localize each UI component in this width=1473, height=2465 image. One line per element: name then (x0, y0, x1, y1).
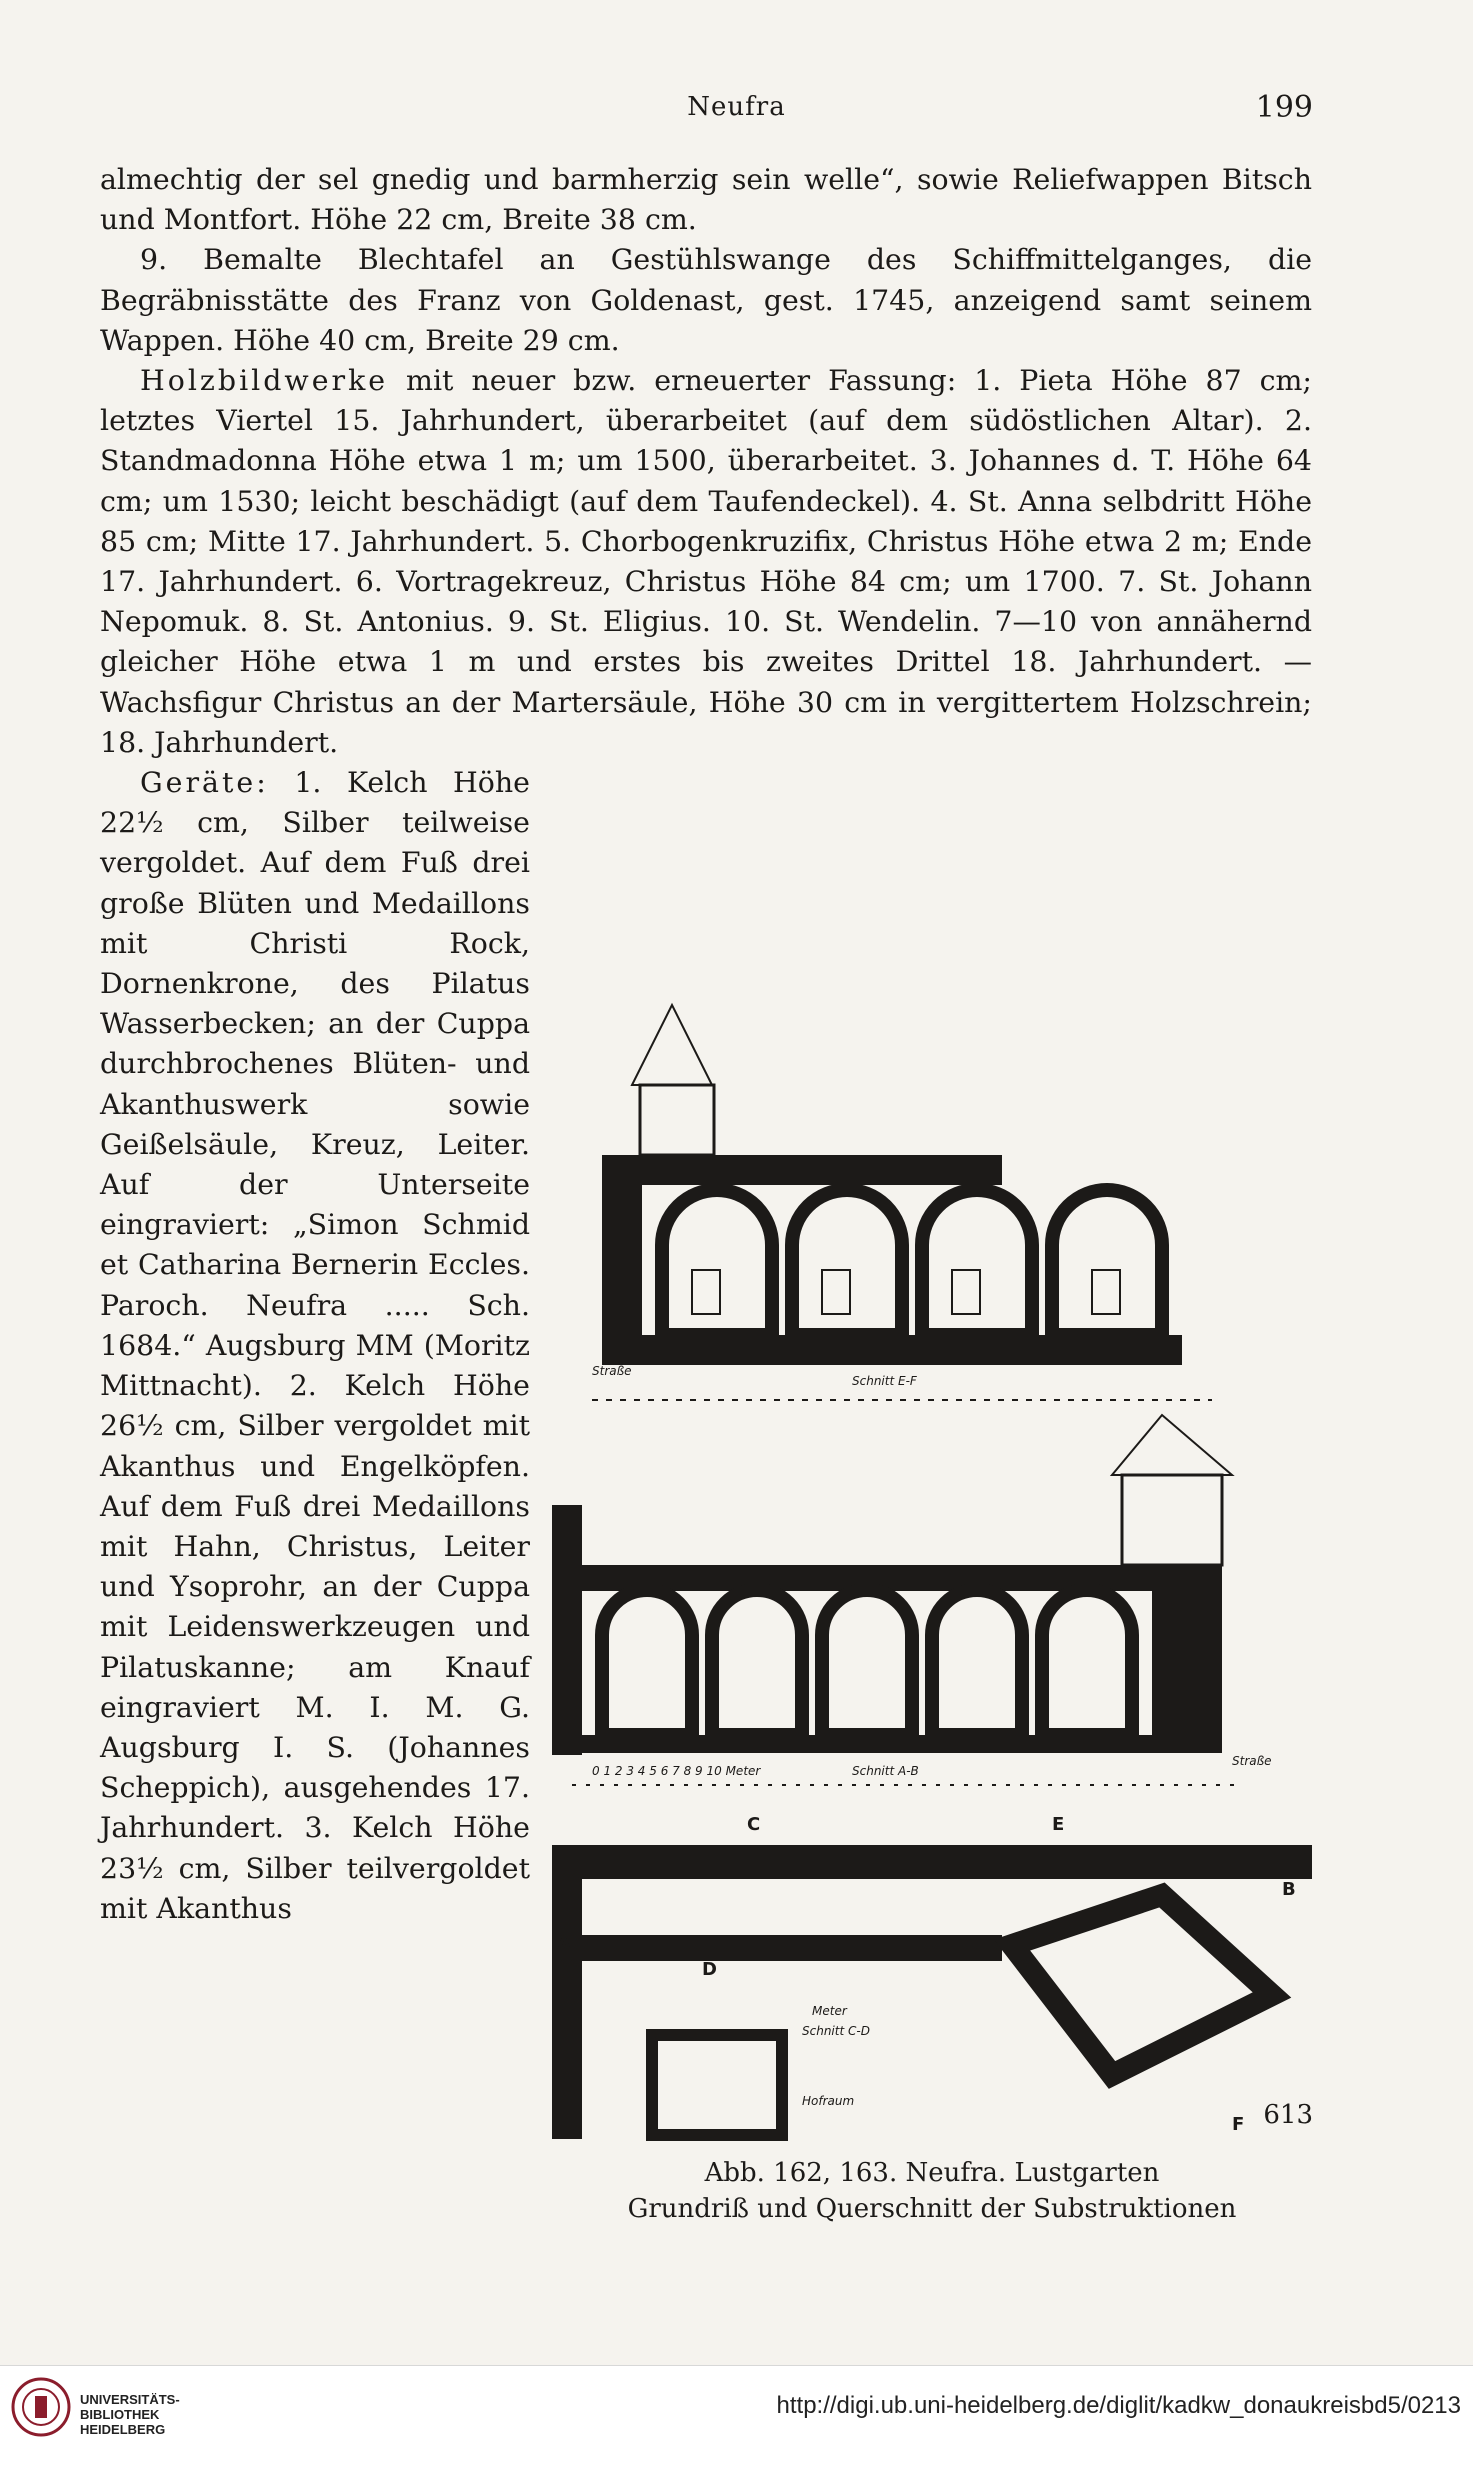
caption-line-1: Abb. 162, 163. Neufra. Lustgarten (704, 2158, 1160, 2189)
page-number: 199 (1255, 90, 1313, 125)
paragraph-1: almechtig der sel gnedig und barmherzig sein welle“, sowie Reliefwappen Bitsch und Montfort. Höhe 22 cm, Breite 38 cm. (100, 163, 1312, 237)
signature-mark: 613 (1263, 2100, 1313, 2130)
running-title: Neufra (687, 92, 786, 122)
label-c: C (747, 1814, 761, 1836)
label-hofraum: Hofraum (802, 2094, 855, 2109)
paragraph-3 (100, 361, 1312, 763)
figure-caption (552, 2155, 1312, 2227)
label-e: E (1052, 1814, 1065, 1836)
label-d: D (702, 1959, 717, 1981)
label-strasse-lower: Straße (1232, 1754, 1272, 1769)
library-name-line-3: HEIDELBERG (80, 2422, 166, 2437)
tower-upper (640, 1085, 714, 1155)
library-name-line-2: BIBLIOTHEK (80, 2407, 160, 2422)
label-scale-top: 0 1 2 3 4 5 6 7 8 9 10 Meter (592, 1764, 761, 1779)
label-strasse-upper: Straße (592, 1364, 632, 1379)
paragraph-2: 9. Bemalte Blechtafel an Gestühlswange des Schiffmittelganges, die Begräbnisstätte des Franz von Goldenast, gest. 1745, anzeigend samt seinem Wappen. Höhe 40 cm, Breite 29 cm. (100, 243, 1312, 357)
library-name-line-1: UNIVERSITÄTS- (80, 2392, 180, 2407)
tower-lower (1122, 1475, 1222, 1565)
label-schnitt-ef: Schnitt E-F (852, 1374, 917, 1389)
caption-line-2: Grundriß und Querschnitt der Substruktionen (627, 2194, 1237, 2225)
label-schnitt-ab: Schnitt A-B (852, 1764, 919, 1779)
architectural-drawing (552, 775, 1312, 2147)
label-b: B (1282, 1879, 1296, 1901)
library-name (80, 2392, 180, 2437)
library-logo-icon (10, 2376, 72, 2438)
label-schnitt-cd: Schnitt C-D (802, 2024, 870, 2039)
tower-roof-upper (632, 1005, 712, 1085)
label-a: A (557, 1934, 571, 1956)
figure (552, 775, 1312, 2237)
paragraph-3-heading: Holzbildwerke (140, 364, 389, 398)
body-text (100, 160, 1312, 2237)
source-url[interactable]: http://digi.ub.uni-heidelberg.de/diglit/kadkw_donaukreisbd5/0213 (776, 2392, 1461, 2419)
paragraph-4-body: 1. Kelch Höhe 22½ cm, Silber teilweise vergoldet. Auf dem Fuß drei große Blüten und Medaillons mit Christi Rock, Dornenkrone, des Pilatus Wasserbecken; an der Cuppa durchbrochenes Blüten- und Akanthuswerk sowie Geißelsäule, Kreuz, Leiter. Auf der Unterseite eingraviert: „Simon Schmid et Catharina Bernerin Eccles. Paroch. Neufra ..... Sch. 1684.“ Augsburg MM (Moritz Mittnacht). 2. Kelch Höhe 26½ cm, Silber vergoldet mit Akanthus und Engelköpfen. Auf dem Fuß drei Medaillons mit Hahn, Christus, Leiter und Ysoprohr, an der Cuppa mit Leidenswerkzeugen und Pilatuskanne; am Knauf eingraviert M. I. M. G. Augsburg I. S. (Johannes Scheppich), ausgehendes 17. Jahrhundert. 3. Kelch Höhe 23½ cm, Silber teilvergoldet mit Akanthus (100, 766, 530, 1925)
label-f: F (1232, 2114, 1245, 2136)
paragraph-3-body: mit neuer bzw. erneuerter Fassung: 1. Pieta Höhe 87 cm; letztes Viertel 15. Jahrhundert, überarbeitet (auf dem südöstlichen Altar). 2. Standmadonna Höhe etwa 1 m; um 1500, überarbeitet. 3. Johannes d. T. Höhe 64 cm; um 1530; leicht beschädigt (auf dem Taufendeckel). 4. St. Anna selbdritt Höhe 85 cm; Mitte 17. Jahrhundert. 5. Chorbogenkruzifix, Christus Höhe etwa 2 m; Ende 17. Jahrhundert. 6. Vortragekreuz, Christus Höhe 84 cm; um 1700. 7. St. Johann Nepomuk. 8. St. Antonius. 9. St. Eligius. 10. St. Wendelin. 7—10 von annähernd gleicher Höhe etwa 1 m und erstes bis zweites Drittel 18. Jahrhundert. — Wachsfigur Christus an der Martersäule, Höhe 30 cm in vergittertem Holzschrein; 18. Jahrhundert. (100, 364, 1312, 759)
label-scale-bottom: Meter (812, 2004, 847, 2019)
paragraph-4-heading: Geräte: (140, 766, 269, 800)
tower-roof-lower (1112, 1415, 1232, 1475)
